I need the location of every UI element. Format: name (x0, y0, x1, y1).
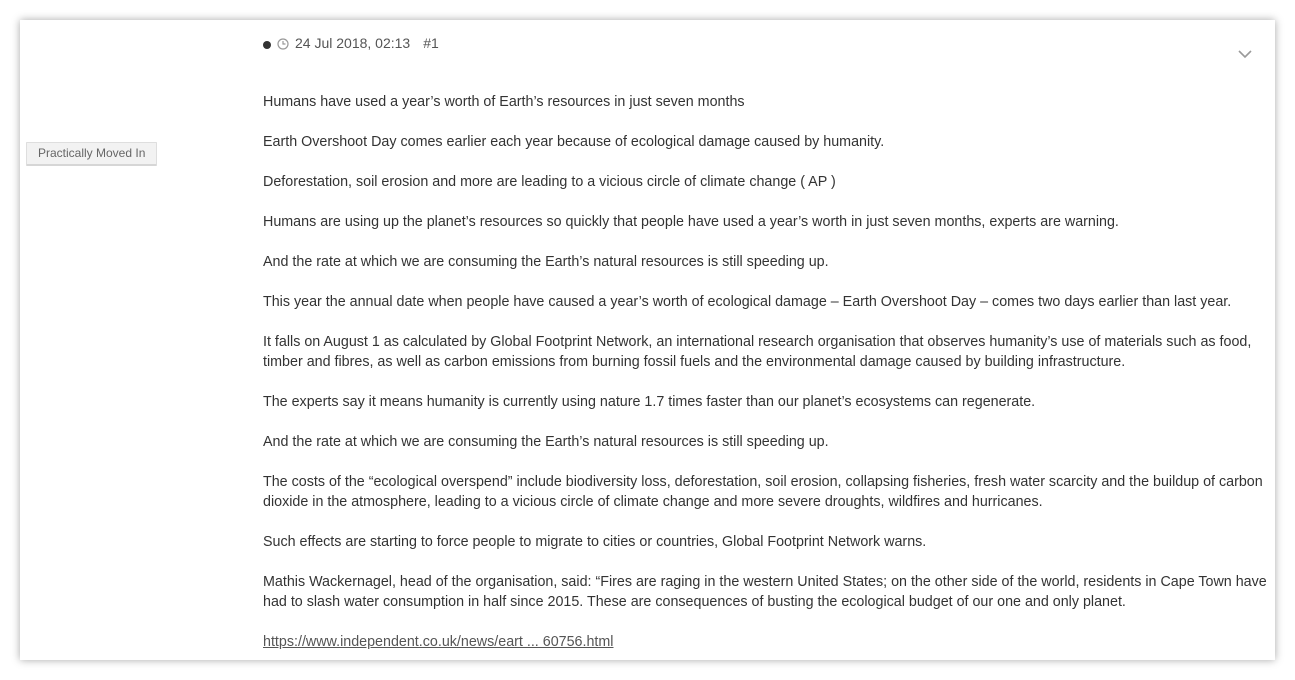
post-paragraph: The experts say it means humanity is currently using nature 1.7 times faster than our planet’s ecosystems can regenerate. (263, 394, 1036, 410)
post-paragraph: This year the annual date when people have caused a year’s worth of ecological damage – Earth Overshoot Day – comes two days earlier than last year. (263, 294, 1232, 310)
forum-post (20, 20, 1275, 660)
chevron-down-icon[interactable] (1237, 48, 1253, 60)
post-number-link[interactable]: #1 (423, 35, 439, 51)
user-rank-badge: Practically Moved In (26, 142, 157, 166)
post-paragraph: Humans have used a year’s worth of Earth’s resources in just seven months (263, 94, 745, 110)
post-timestamp[interactable]: 24 Jul 2018, 02:13 (295, 35, 411, 51)
post-paragraph: Humans are using up the planet’s resources so quickly that people have used a year’s worth in just seven months, experts are warning. (263, 214, 1119, 230)
post-paragraph: And the rate at which we are consuming the Earth’s natural resources is still speeding up. (263, 254, 829, 270)
post-paragraph: And the rate at which we are consuming the Earth’s natural resources is still speeding up. (263, 434, 829, 450)
clock-icon (277, 38, 289, 50)
post-body (263, 92, 1275, 660)
source-link[interactable]: https://www.independent.co.uk/news/eart ... 60756.html (263, 634, 614, 650)
post-paragraph: Deforestation, soil erosion and more are leading to a vicious circle of climate change ( AP ) (263, 174, 836, 190)
source-link-paragraph (263, 632, 1275, 652)
post-paragraph: Mathis Wackernagel, head of the organisation, said: “Fires are raging in the western United States; on the other side of the world, residents in Cape Town have had to slash water consumption in half since 2015. These are consequences of busting the ecological budget of our one and only planet. (263, 574, 1267, 610)
post-paragraph: The costs of the “ecological overspend” include biodiversity loss, deforestation, soil erosion, collapsing fisheries, fresh water scarcity and the buildup of carbon dioxide in the atmosphere, leading to a vicious circle of climate change and more severe droughts, wildfires and hurricanes. (263, 474, 1263, 510)
post-paragraph: It falls on August 1 as calculated by Global Footprint Network, an international research organisation that observes humanity’s use of materials such as food, timber and fibres, as well as carbon emissions from burning fossil fuels and the environmental damage caused by building infrastructure. (263, 334, 1252, 370)
post-meta (263, 34, 439, 52)
post-paragraph: Earth Overshoot Day comes earlier each year because of ecological damage caused by humanity. (263, 134, 885, 150)
status-dot-icon (263, 41, 271, 49)
post-paragraph: Such effects are starting to force people to migrate to cities or countries, Global Footprint Network warns. (263, 534, 927, 550)
